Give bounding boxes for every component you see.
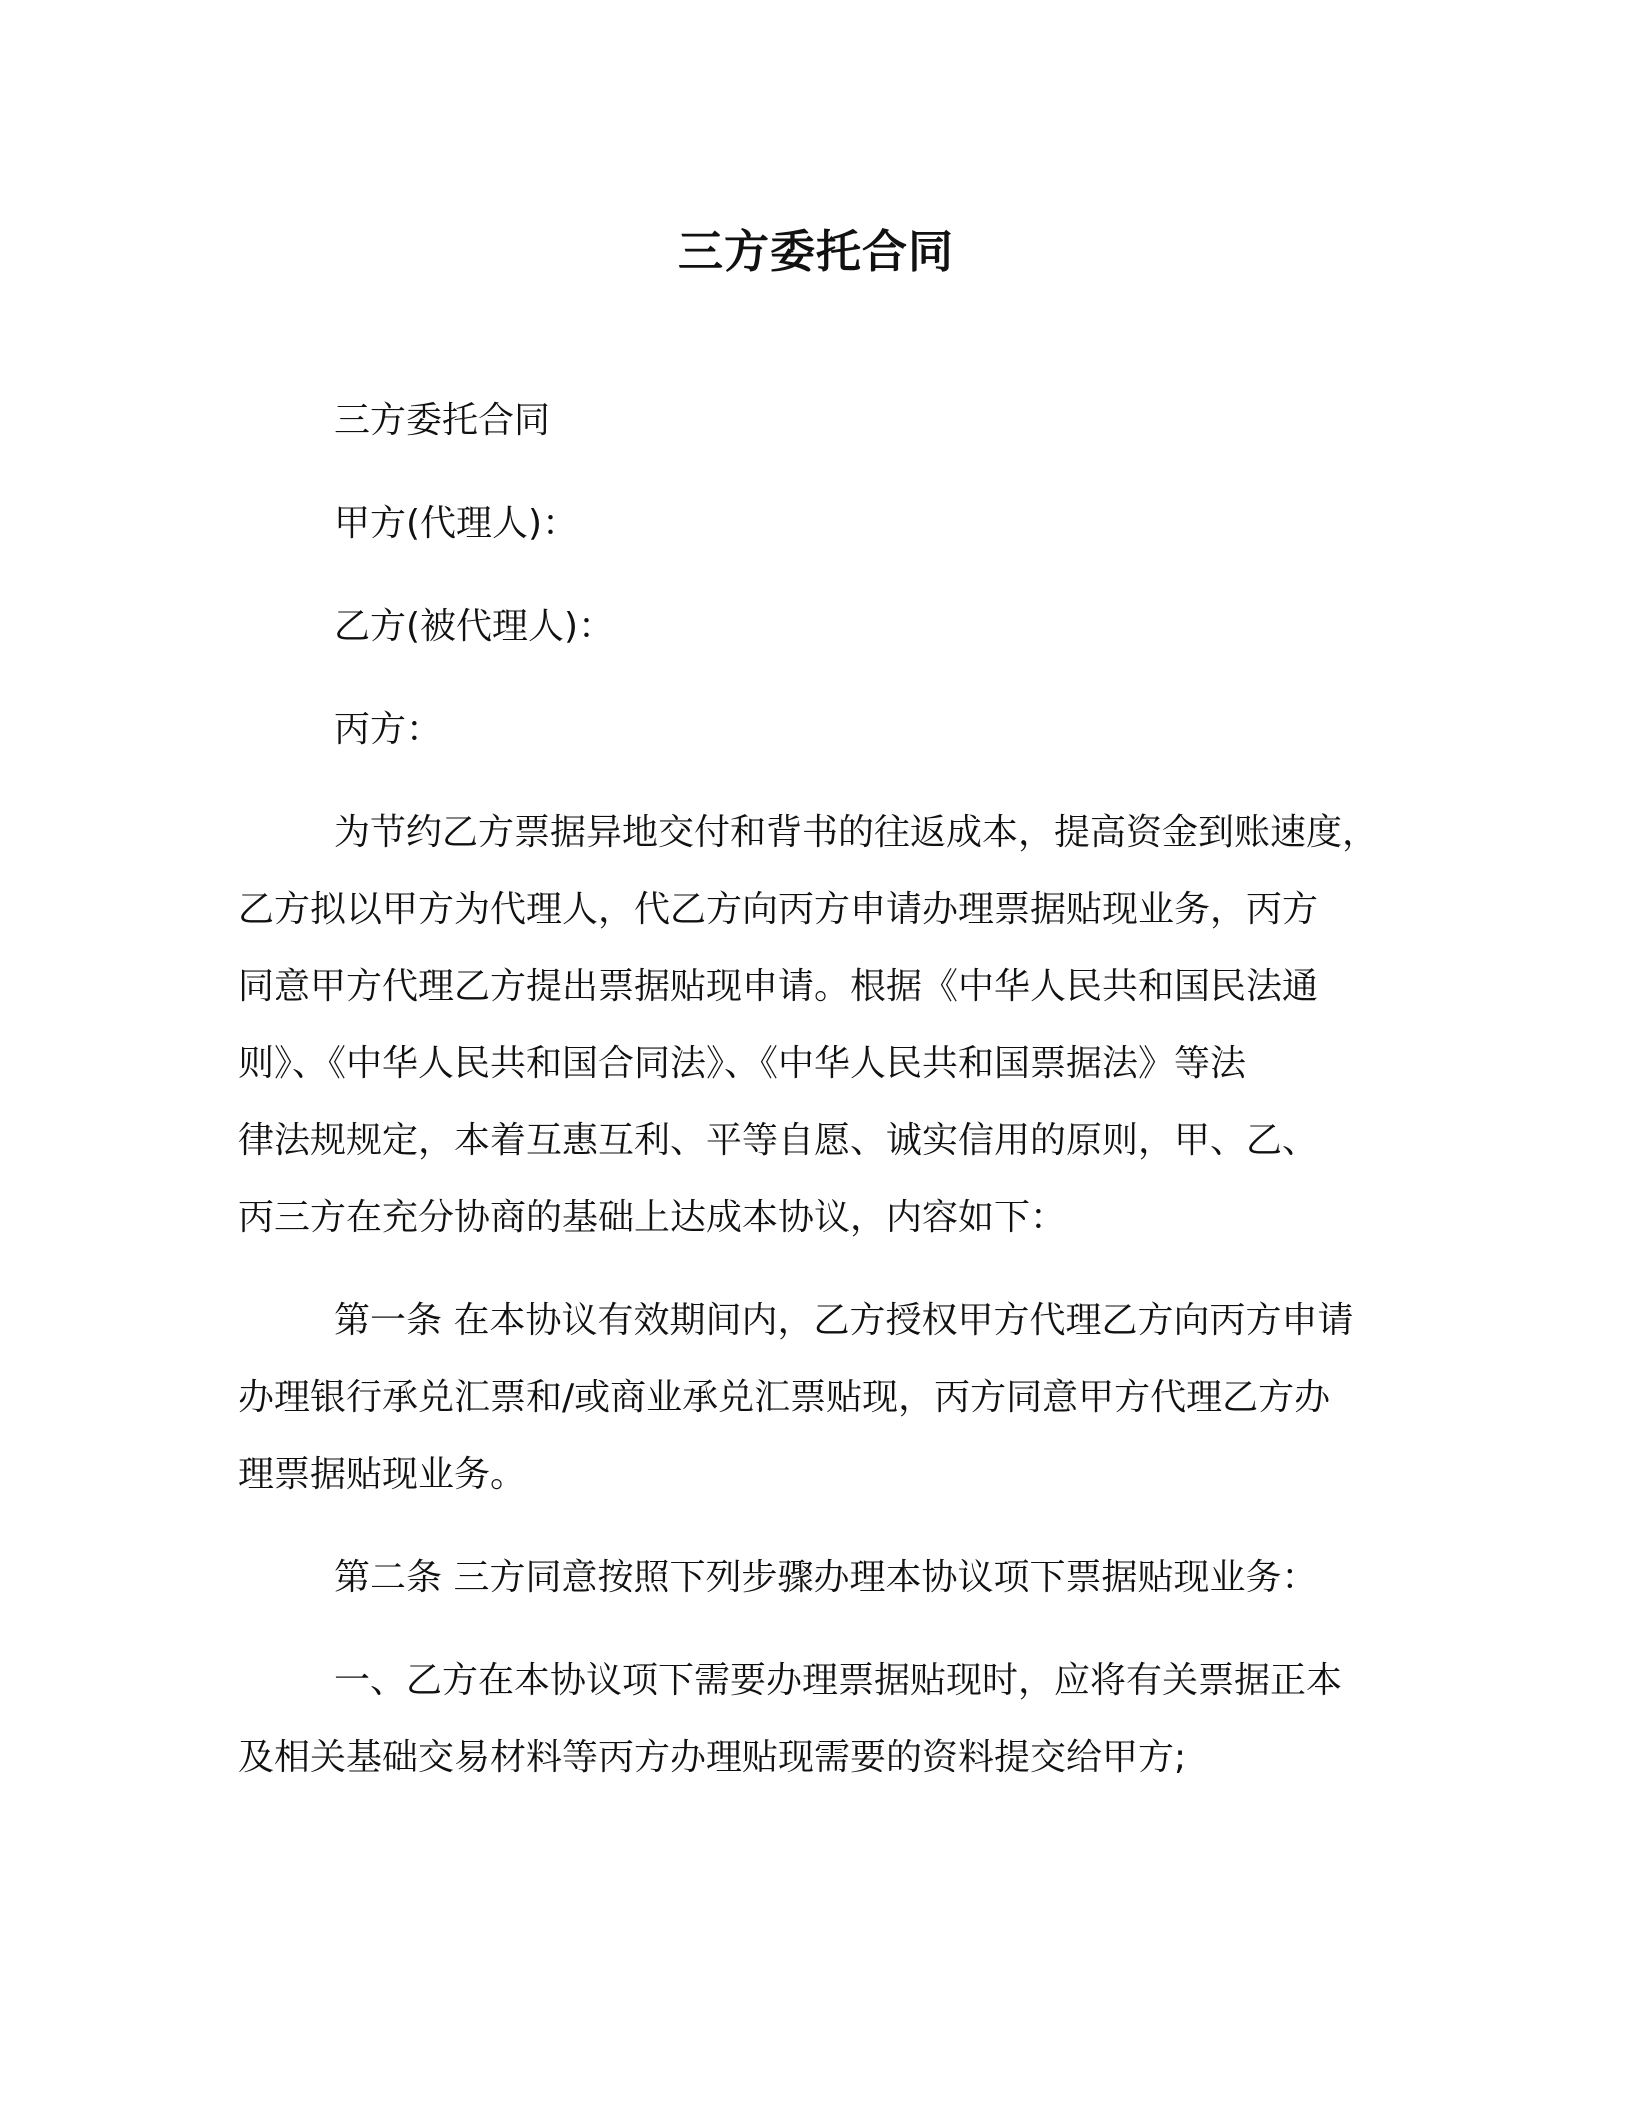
preamble-line: 同意甲方代理乙方提出票据贴现申请。根据《中华人民共和国民法通: [238, 966, 1319, 1007]
preamble-line: 则》、《中华人民共和国合同法》、《中华人民共和国票据法》等法: [238, 1043, 1247, 1084]
article-1-line: 理票据贴现业务。: [238, 1454, 527, 1495]
article-2-item-1-line: 及相关基础交易材料等丙方办理贴现需要的资料提交给甲方;: [238, 1737, 1187, 1778]
document-title: 三方委托合同: [677, 225, 954, 278]
article-2-line: 第二条 三方同意按照下列步骤办理本协议项下票据贴现业务：: [334, 1557, 1318, 1598]
preamble-line: 为节约乙方票据异地交付和背书的往返成本，提高资金到账速度，: [334, 812, 1379, 853]
party-c-label: 丙方：: [334, 709, 443, 750]
preamble-line: 乙方拟以甲方为代理人，代乙方向丙方申请办理票据贴现业务，丙方: [238, 889, 1319, 930]
preamble-line: 丙三方在充分协商的基础上达成本协议，内容如下：: [238, 1197, 1067, 1238]
preamble-line: 律法规规定，本着互惠互利、平等自愿、诚实信用的原则，甲、乙、: [238, 1120, 1319, 1161]
article-1-line: 办理银行承兑汇票和/或商业承兑汇票贴现，丙方同意甲方代理乙方办: [238, 1377, 1331, 1418]
contract-heading: 三方委托合同: [334, 400, 551, 441]
party-a-label: 甲方(代理人)：: [334, 503, 579, 544]
article-1-line: 第一条 在本协议有效期间内，乙方授权甲方代理乙方向丙方申请: [334, 1300, 1354, 1341]
article-2-item-1-line: 一、乙方在本协议项下需要办理票据贴现时，应将有关票据正本: [334, 1660, 1343, 1701]
party-b-label: 乙方(被代理人)：: [334, 606, 615, 647]
